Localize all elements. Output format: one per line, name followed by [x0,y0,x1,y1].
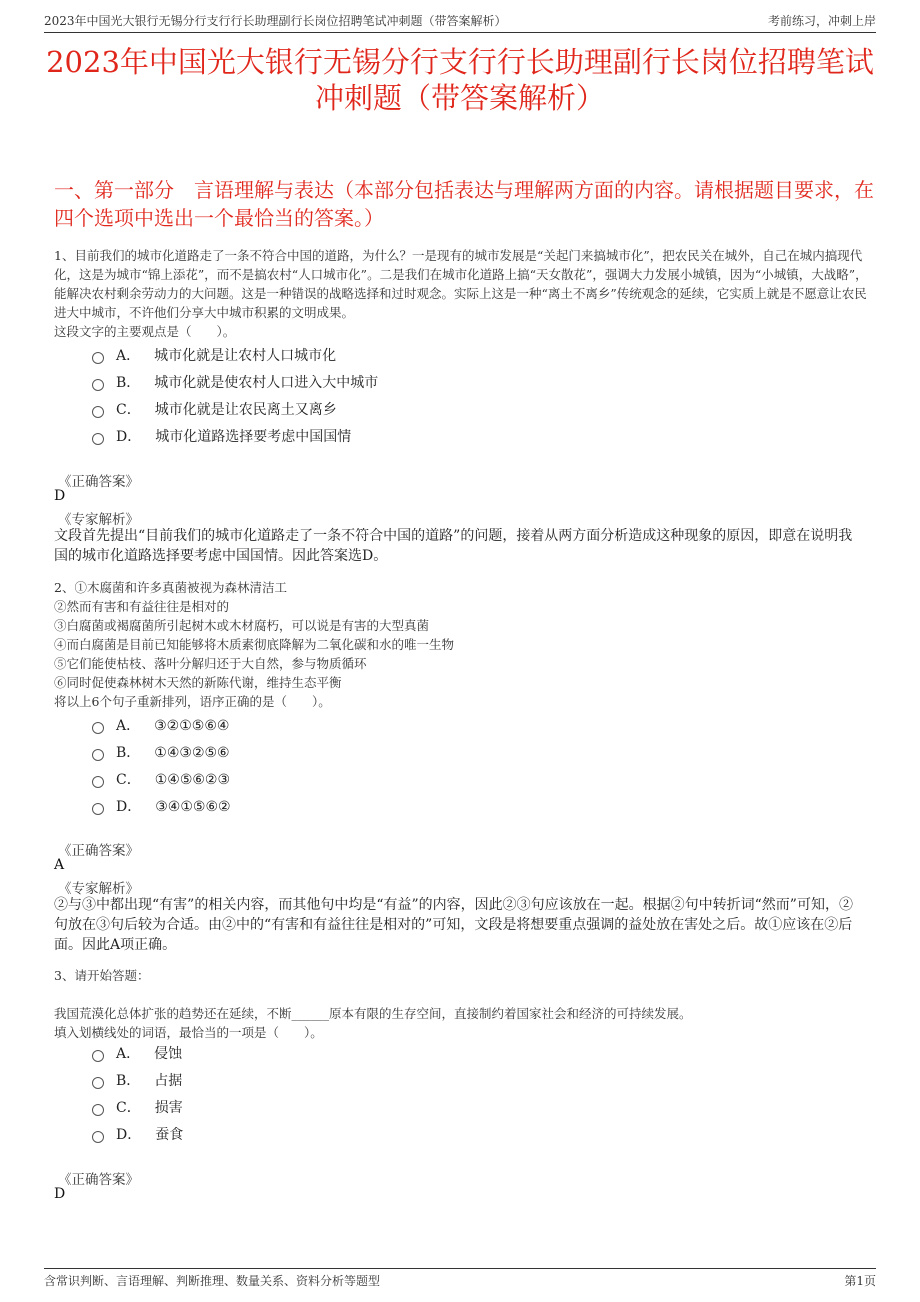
option-letter: D． [116,1127,142,1143]
question-2-option-a[interactable] [92,716,229,736]
question-1-option-d[interactable] [92,427,351,447]
question-3-option-a[interactable] [92,1044,182,1064]
radio-icon[interactable] [92,749,104,761]
option-text: 蚕食 [155,1127,184,1143]
footer-description: 含常识判断、言语理解、判断推理、数量关系、资料分析等题型 [44,1274,381,1288]
option-letter: B． [116,375,141,391]
option-letter: A． [116,718,141,734]
option-text: 城市化就是让农村人口城市化 [154,348,337,364]
option-letter: D． [116,429,142,445]
question-3-intro: 3、请开始答题： [54,968,150,983]
header-title: 2023年中国光大银行无锡分行支行行长助理副行长岗位招聘笔试冲刺题（带答案解析） [44,14,507,28]
question-1-answer: D [54,488,66,504]
question-3-answer-label: 《正确答案》 [58,1172,139,1188]
page-header [44,10,876,33]
question-2-line: 2、①木腐菌和许多真菌被视为森林清洁工 [54,580,287,595]
option-letter: A． [116,1046,141,1062]
question-1 [54,246,876,341]
option-text: ①④③②⑤⑥ [154,745,230,761]
option-letter: A． [116,348,141,364]
question-2-line: ⑥同时促使森林树木天然的新陈代谢，维持生态平衡 [54,675,342,690]
question-3-answer: D [54,1186,66,1202]
question-2-line: ②然而有害和有益往往是相对的 [54,599,230,614]
option-text: 侵蚀 [154,1046,183,1062]
radio-icon[interactable] [92,722,104,734]
radio-icon[interactable] [92,379,104,391]
question-2-explanation-label: 《专家解析》 [58,881,139,897]
option-letter: D． [116,799,142,815]
question-1-option-b[interactable] [92,373,378,393]
radio-icon[interactable] [92,352,104,364]
option-text: ③④①⑤⑥② [155,799,231,815]
radio-icon[interactable] [92,406,104,418]
option-text: 损害 [154,1100,183,1116]
question-1-explanation: 文段首先提出“目前我们的城市化道路走了一条不符合中国的道路”的问题，接着从两方面分析造成这种现象的原因，即意在说明我国的城市化道路选择要考虑中国国情。因此答案选D。 [54,528,853,564]
option-text: 城市化道路选择要考虑中国国情 [155,429,352,445]
option-letter: B． [116,745,141,761]
option-letter: C． [116,402,141,418]
question-2-prompt: 将以上6个句子重新排列，语序正确的是（ ）。 [54,694,331,709]
option-text: 占据 [154,1073,183,1089]
radio-icon[interactable] [92,433,104,445]
document-title: 2023年中国光大银行无锡分行支行行长助理副行长岗位招聘笔试冲刺题（带答案解析） [46,45,874,115]
option-text: 城市化就是使农村人口进入大中城市 [154,375,379,391]
question-3 [54,1004,876,1042]
question-2-line: ④而白腐菌是目前已知能够将木质素彻底降解为二氧化碳和水的唯一生物 [54,637,455,652]
radio-icon[interactable] [92,776,104,788]
question-1-prompt: 这段文字的主要观点是（ ）。 [54,324,236,339]
option-text: 城市化就是让农民离土又离乡 [154,402,337,418]
option-letter: C． [116,772,141,788]
radio-icon[interactable] [92,1050,104,1062]
option-letter: C． [116,1100,141,1116]
header-slogan: 考前练习，冲刺上岸 [767,14,876,28]
question-1-explanation-label: 《专家解析》 [58,512,139,528]
question-2-line: ③白腐菌或褐腐菌所引起树木或木材腐朽，可以说是有害的大型真菌 [54,618,430,633]
question-2-option-b[interactable] [92,743,230,763]
question-3-option-c[interactable] [92,1098,183,1118]
question-2-option-d[interactable] [92,797,231,817]
question-1-text: 1、目前我们的城市化道路走了一条不符合中国的道路，为什么？一是现有的城市发展是“关起门来搞城市化”，把农民关在城外，自己在城内搞现代化，这是为城市“锦上添花”，而不是搞农村“人口城市化”。二是我们在城市化道路上搞“天女散花”，强调大力发展小城镇，因为“小城镇，大战略”，能解决农村剩余劳动力的大问题。这是一种错误的战略选择和过时观念。实际上这是一种“离土不离乡”传统观念的延续，它实质上就是不愿意让农民进大中城市，不许他们分享大中城市积累的文明成果。 [54,248,868,320]
question-1-option-a[interactable] [92,346,336,366]
radio-icon[interactable] [92,803,104,815]
radio-icon[interactable] [92,1077,104,1089]
question-2-option-c[interactable] [92,770,230,790]
question-2-line: ⑤它们能使枯枝、落叶分解归还于大自然，参与物质循环 [54,656,367,671]
question-2 [54,578,876,711]
question-2-explanation: ②与③中都出现“有害”的相关内容，而其他句中均是“有益”的内容，因此②③句应该放在一起。根据②句中转折词“然而”可知，②句放在③句后较为合适。由②中的“有害和有益往往是相对的”可知，文段是将想要重点强调的益处放在害处之后。故①应该在②后面。因此A项正确。 [54,897,853,953]
radio-icon[interactable] [92,1131,104,1143]
question-3-text: 我国荒漠化总体扩张的趋势还在延续，不断______原本有限的生存空间，直接制约着国家社会和经济的可持续发展。 [54,1006,692,1021]
question-3-option-b[interactable] [92,1071,182,1091]
question-3-prompt: 填入划横线处的词语，最恰当的一项是（ ）。 [54,1025,323,1040]
option-letter: B． [116,1073,141,1089]
question-1-option-c[interactable] [92,400,337,420]
question-1-answer-label: 《正确答案》 [58,474,139,490]
section-heading: 一、第一部分 言语理解与表达（本部分包括表达与理解两方面的内容。请根据题目要求，在四个选项中选出一个最恰当的答案。） [54,178,874,230]
question-3-option-d[interactable] [92,1125,183,1145]
page-footer [44,1268,876,1291]
radio-icon[interactable] [92,1104,104,1116]
page-number: 第1页 [844,1274,876,1288]
option-text: ①④⑤⑥②③ [154,772,231,788]
question-2-answer: A [54,857,65,873]
option-text: ③②①⑤⑥④ [154,718,230,734]
question-2-answer-label: 《正确答案》 [58,843,139,859]
